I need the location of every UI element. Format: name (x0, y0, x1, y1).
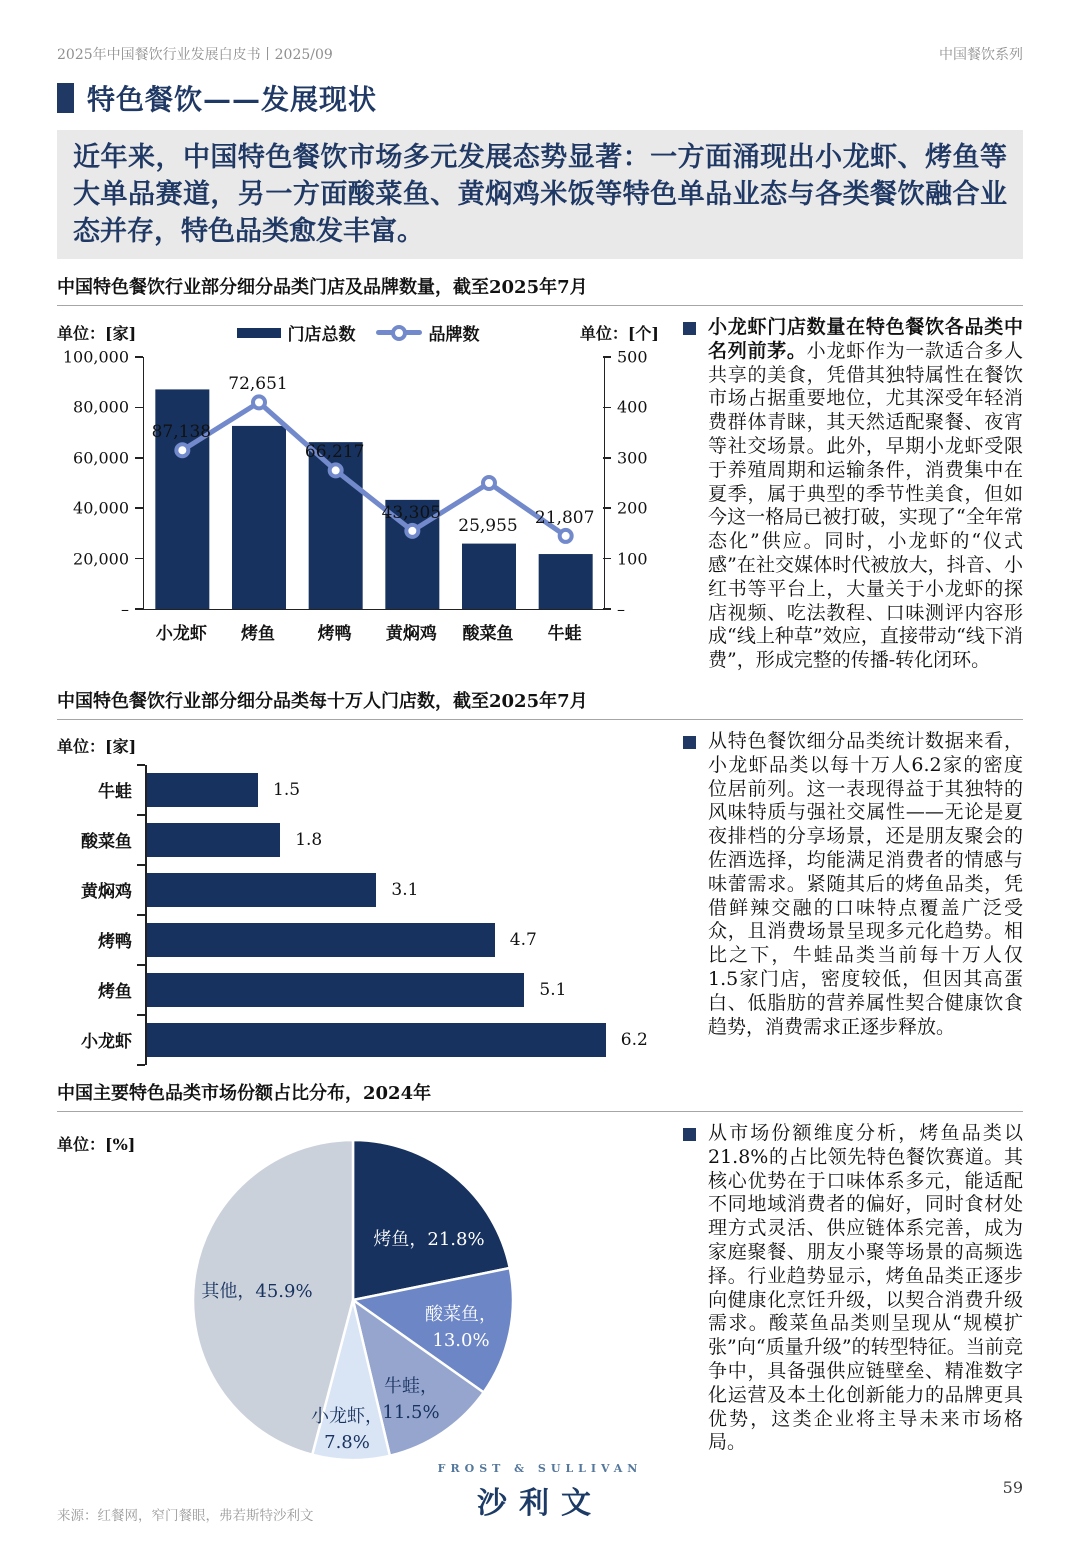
pie-chart (185, 1132, 521, 1468)
left-axis-tick: 100,000 (62, 347, 129, 367)
hbar-chart (57, 765, 659, 1065)
hbar-category-label: 牛蛙 (98, 782, 132, 803)
right-axis-tickmark (603, 356, 611, 358)
bar-value-label: 43,305 (381, 502, 442, 523)
bullet-2-body: 从特色餐饮细分品类统计数据来看，小龙虾品类以每十万人6.2家的密度位居前列。这一表现得益于其独特的风味特质与强社交属性——无论是夏夜排档的分享场景，还是朋友聚会的佐酒选择，均能满足消费者的情感与味蕾需求。紧随其后的烤鱼品类，凭借鲜辣交融的口味特点覆盖广泛受众，且消费场景呈现多元化趋势。相比之下，牛蛙品类当前每十万人仅1.5家门店，密度较低，但因其高蛋白、低脂肪的营养属性契合健康饮食趋势，消费需求正逐步释放。 (708, 729, 1023, 1038)
line-marker-icon (483, 477, 495, 489)
legend-item-line (376, 320, 480, 345)
hbar-row (147, 865, 659, 915)
hbar-value-label: 1.8 (295, 829, 323, 850)
logo-english-text: FROST & SULLIVAN (437, 1462, 643, 1475)
left-axis-tickmark (135, 558, 143, 560)
bullet-2 (683, 730, 1023, 1039)
store-count-bar (539, 554, 593, 609)
hbar-value-label: 3.1 (391, 879, 419, 900)
chart3-title: 中国主要特色品类市场份额占比分布，2024年 (57, 1082, 432, 1104)
line-marker-icon (330, 464, 342, 476)
bullet-3-body: 从市场份额维度分析，烤鱼品类以21.8%的占比领先特色餐饮赛道。其核心优势在于口味体系多元，能适配不同地域消费者的偏好，同时食材处理方式灵活、供应链体系完善，成为家庭聚餐、朋友小聚等场景的高频选择。行业趋势显示，烤鱼品类正逐步向健康化烹饪升级，以契合消费升级需求。酸菜鱼品类则呈现从“规模扩张”向“质量升级”的转型特征。当前竞争中，具备强供应链壁垒、精准数字化运营及本土化创新能力的品牌更具优势，这类企业将主导未来市场格局。 (708, 1121, 1023, 1454)
left-axis-tick: 60,000 (73, 448, 129, 468)
legend-bar-label: 门店总数 (287, 325, 356, 345)
right-axis-tickmark (603, 407, 611, 409)
hbar-category-label: 小龙虾 (81, 1032, 132, 1053)
bullet-3 (683, 1122, 1023, 1455)
right-axis-tick: 300 (617, 448, 648, 468)
bullet-2-text (708, 730, 1023, 1039)
bar-value-label: 87,138 (151, 422, 212, 443)
bullet-1-body: 小龙虾作为一款适合多人共享的美食，凭借其独特属性在餐饮市场占据重要地位，尤其深受年轻消费群体青睐，其天然适配聚餐、夜宵等社交场景。此外，早期小龙虾受限于养殖周期和运输条件，消费集中在夏季，属于典型的季节性美食，但如今这一格局已被打破，实现了“全年常态化”供应。同时，小龙虾的“仪式感”在社交媒体时代被放大，抖音、小红书等平台上，大量关于小龙虾的探店视频、吃法教程、口味测评内容形成“线上种草”效应，直接带动“线下消费”，形成完整的传播-转化闭环。 (708, 339, 1023, 672)
combo-unit-right: 单位：[个] (579, 324, 659, 343)
bar-value-label: 66,217 (304, 442, 365, 463)
hbar-axis-tickmark (137, 1064, 145, 1066)
hbar-bar (147, 873, 376, 907)
row-2 (57, 728, 1023, 1065)
right-axis-tickmark (603, 608, 611, 610)
source-note: 来源：红餐网，窄门餐眼，弗若斯特沙利文 (57, 1507, 314, 1524)
hbar-value-label: 1.5 (273, 779, 301, 800)
divider (57, 1111, 1023, 1112)
frost-sullivan-logo (0, 1462, 1080, 1522)
hbar-axis-tickmark (137, 814, 145, 816)
header-right: 中国餐饮系列 (939, 47, 1023, 63)
combo-unit-left: 单位：[家] (57, 324, 137, 343)
bullet-1 (683, 316, 1023, 673)
hbar-row (147, 965, 659, 1015)
hbar-row (147, 1015, 659, 1065)
left-axis-tickmark (135, 608, 143, 610)
bullet-square-icon (683, 322, 696, 335)
row-3 (57, 1120, 1023, 1492)
combo-chart-column (57, 314, 659, 665)
hbar-category-label: 烤鱼 (98, 982, 132, 1003)
header-left: 2025年中国餐饮行业发展白皮书丨2025/09 (57, 47, 333, 63)
line-marker-icon (253, 396, 265, 408)
title-square-icon (57, 83, 74, 113)
line-marker-icon (560, 530, 572, 542)
chart1-title: 中国特色餐饮行业部分细分品类门店及品牌数量，截至2025年7月 (57, 277, 588, 298)
right-axis-tickmark (603, 457, 611, 459)
bar-value-label: 72,651 (228, 374, 288, 395)
bullet-square-icon (683, 1128, 696, 1141)
combo-svg (144, 357, 604, 609)
pie-area (57, 1120, 659, 1492)
divider (57, 719, 1023, 720)
section-title (57, 78, 1023, 118)
hbar-chart-column (57, 728, 659, 1065)
hbar-bar (147, 973, 524, 1007)
right-axis-tick: 400 (617, 397, 648, 417)
right-axis-tick: 500 (617, 347, 648, 367)
logo-chinese-text: 沙利文 (477, 1486, 603, 1521)
pie-slice-label: 烤鱼，21.8% (373, 1228, 485, 1250)
left-axis-tick: 20,000 (73, 549, 129, 569)
combo-unit-row (57, 320, 659, 345)
hbar-labels (57, 765, 145, 1065)
pie-chart-column (57, 1120, 659, 1492)
left-axis-tickmark (135, 407, 143, 409)
line-marker-icon (176, 444, 188, 456)
bullet-3-column (683, 1120, 1023, 1455)
hbar-bar (147, 823, 280, 857)
pie-unit: 单位：[%] (57, 1134, 136, 1154)
bar-swatch-icon (237, 328, 281, 338)
chart2-title: 中国特色餐饮行业部分细分品类每十万人门店数，截至2025年7月 (57, 690, 588, 712)
hbar-bar (147, 773, 258, 807)
bullet-1-column (683, 314, 1023, 673)
bullet-2-column (683, 728, 1023, 1039)
hbar-row (147, 915, 659, 965)
category-label: 黄焖鸡 (385, 624, 437, 644)
legend-item-bars (237, 320, 356, 345)
pie-slice-label: 牛蛙， 11.5% (382, 1375, 440, 1423)
combo-plot (143, 357, 605, 610)
category-label: 烤鸭 (317, 624, 352, 644)
left-axis-tickmark (135, 457, 143, 459)
right-axis-tick: – (617, 599, 625, 619)
bullet-1-lead: 小龙虾门店数量在特色餐饮各品类中名列前茅。 (708, 316, 1023, 362)
category-label: 牛蛙 (547, 624, 582, 644)
hbar-category-label: 酸菜鱼 (81, 832, 132, 853)
hbar-value-label: 6.2 (620, 1029, 648, 1050)
hbar-row (147, 765, 659, 815)
line-swatch-icon (376, 330, 422, 335)
combo-chart (57, 347, 659, 665)
pie-slice-label: 酸菜鱼， 13.0% (425, 1303, 497, 1351)
hbar-row (147, 815, 659, 865)
page-number: 59 (1002, 1478, 1023, 1497)
hbar-bar (147, 1023, 606, 1057)
store-count-bar (232, 426, 286, 609)
hbar-unit: 单位：[家] (57, 736, 137, 756)
legend-line-label: 品牌数 (428, 325, 480, 345)
page-title: 特色餐饮——发展现状 (87, 83, 378, 116)
right-axis-tick: 200 (617, 498, 648, 518)
line-marker-icon (406, 525, 418, 537)
bar-value-label: 21,807 (534, 507, 595, 528)
hbar-value-label: 5.1 (539, 979, 567, 1000)
pie-slice-label: 其他，45.9% (201, 1280, 313, 1302)
right-axis-tickmark (603, 507, 611, 509)
row-1 (57, 314, 1023, 673)
hbar-axis-tickmark (137, 1014, 145, 1016)
hbar-bar (147, 923, 495, 957)
divider (57, 305, 1023, 306)
hbar-category-label: 黄焖鸡 (81, 882, 132, 903)
hbar-plot (145, 765, 659, 1065)
hbar-axis-tickmark (137, 964, 145, 966)
store-count-bar (462, 544, 516, 609)
hbar-category-label: 烤鸭 (98, 932, 132, 953)
highlight-paragraph: 近年来，中国特色餐饮市场多元发展态势显著：一方面涌现出小龙虾、烤鱼等大单品赛道，另一方面酸菜鱼、黄焖鸡米饭等特色单品业态与各类餐饮融合业态并存，特色品类愈发丰富。 (57, 130, 1023, 259)
bar-value-label: 25,955 (458, 515, 518, 536)
right-axis-tickmark (603, 558, 611, 560)
hbar-axis-tickmark (137, 864, 145, 866)
category-label: 酸菜鱼 (462, 624, 514, 644)
right-axis-tick: 100 (617, 549, 648, 569)
bullet-1-text (708, 316, 1023, 673)
combo-legend (175, 320, 541, 345)
left-axis-tickmark (135, 507, 143, 509)
left-axis-tick: 40,000 (73, 498, 129, 518)
left-axis-tick: – (121, 599, 129, 619)
bullet-3-text (708, 1122, 1023, 1455)
hbar-value-label: 4.7 (509, 929, 537, 950)
pie-slice-label: 小龙虾， 7.8% (311, 1405, 383, 1453)
hbar-axis-tickmark (137, 764, 145, 766)
category-label: 小龙虾 (155, 624, 207, 644)
hbar-axis-tickmark (137, 914, 145, 916)
category-label: 烤鱼 (241, 624, 275, 644)
bullet-square-icon (683, 736, 696, 749)
left-axis-tickmark (135, 356, 143, 358)
left-axis-tick: 80,000 (73, 397, 129, 417)
page-header (57, 44, 1023, 64)
